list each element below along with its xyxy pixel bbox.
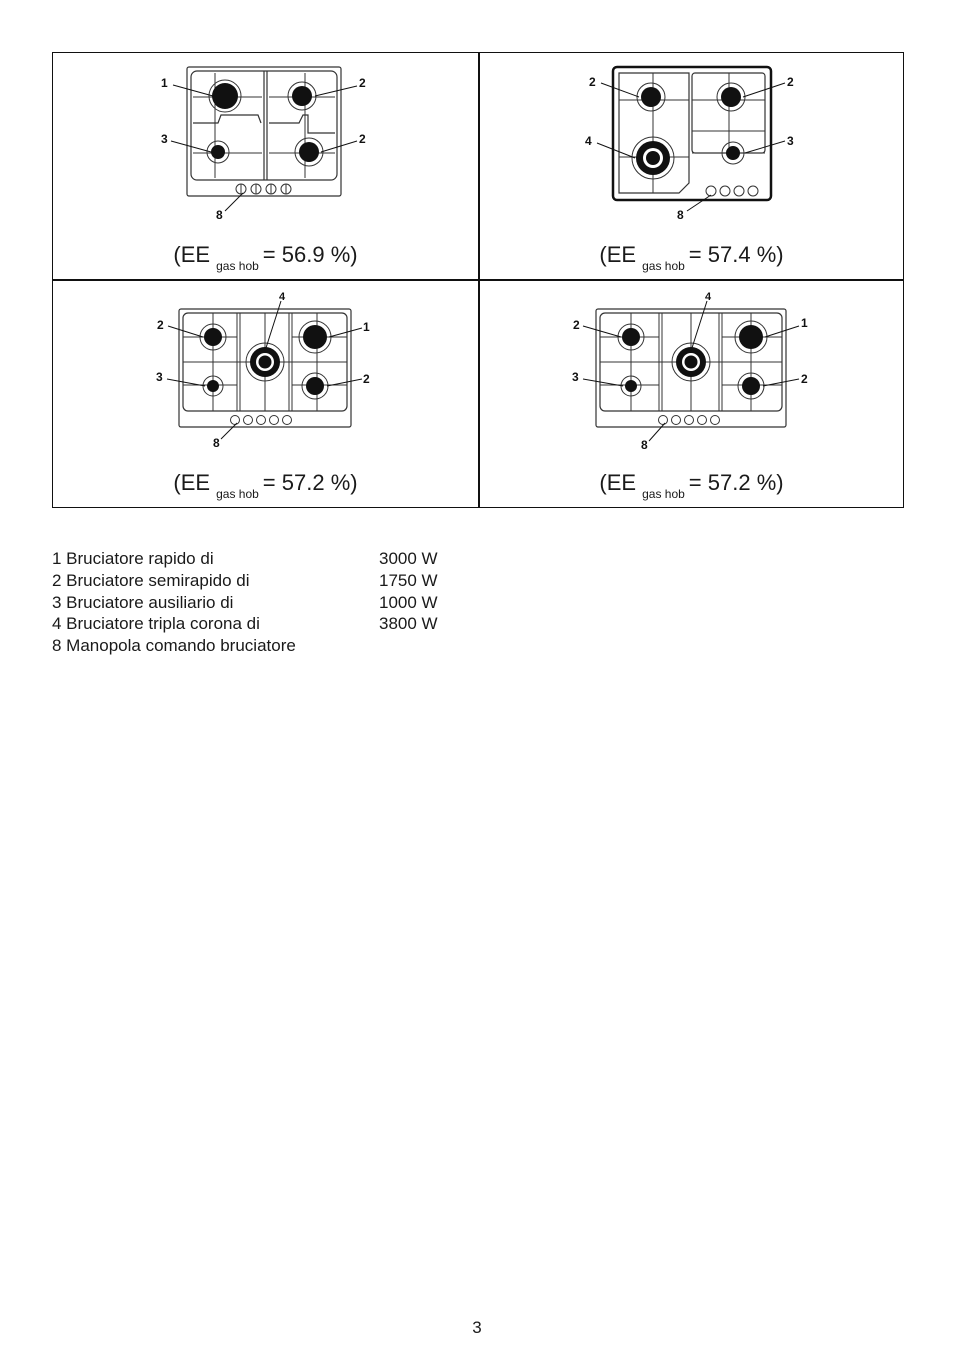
hob-diagram-4-burner-triple-crown [479, 53, 904, 279]
callout-label: 2 [359, 132, 366, 146]
legend-item [52, 592, 472, 614]
ee-value: = 56.9 %) [262, 242, 358, 267]
callout-label: 3 [572, 370, 579, 384]
legend-item [52, 613, 472, 635]
hob-diagram-grid [52, 52, 904, 508]
legend-value: 1000 W [379, 592, 438, 612]
callout-label: 3 [161, 132, 168, 146]
energy-efficiency-label [53, 470, 478, 501]
legend-label: 8 Manopola comando bruciatore [52, 636, 296, 656]
callout-label: 2 [801, 372, 808, 386]
callout-label: 2 [589, 75, 596, 89]
ee-prefix: (EE [173, 470, 211, 495]
ee-prefix: (EE [599, 470, 637, 495]
ee-prefix: (EE [599, 242, 637, 267]
ee-subscript: gas hob [642, 487, 685, 501]
callout-label: 2 [787, 75, 794, 89]
ee-subscript: gas hob [642, 259, 685, 273]
legend-item [52, 635, 472, 657]
ee-prefix: (EE [173, 242, 211, 267]
legend-value: 3800 W [379, 614, 438, 634]
callout-label: 2 [573, 318, 580, 332]
energy-efficiency-label [479, 470, 904, 501]
legend-value: 3000 W [379, 549, 438, 568]
callout-label: 2 [157, 318, 164, 332]
legend-item [52, 570, 472, 592]
callout-label: 1 [161, 76, 168, 90]
energy-efficiency-label [479, 242, 904, 273]
legend-label: 1 Bruciatore rapido di [52, 549, 214, 568]
callout-label: 1 [363, 320, 370, 334]
ee-value: = 57.4 %) [688, 242, 784, 267]
hob-diagram-5-burner-alt [479, 281, 904, 507]
ee-value: = 57.2 %) [688, 470, 784, 495]
callout-label: 2 [363, 372, 370, 386]
legend-label: 2 Bruciatore semirapido di [52, 570, 250, 590]
callout-label: 8 [641, 438, 648, 452]
callout-label: 8 [216, 208, 223, 222]
legend-item [52, 548, 472, 570]
legend-value: 1750 W [379, 570, 438, 590]
callout-label: 8 [677, 208, 684, 222]
page-number: 3 [472, 1318, 482, 1337]
callout-label: 8 [213, 436, 220, 450]
burner-legend [52, 548, 472, 657]
callout-label: 4 [585, 134, 592, 148]
ee-subscript: gas hob [216, 259, 259, 273]
energy-efficiency-label [53, 242, 478, 273]
legend-label: 4 Bruciatore tripla corona di [52, 614, 260, 634]
callout-label: 3 [787, 134, 794, 148]
callout-label: 1 [801, 316, 808, 330]
ee-value: = 57.2 %) [262, 470, 358, 495]
callout-label: 2 [359, 76, 366, 90]
hob-diagram-5-burner [53, 281, 478, 507]
callout-label: 4 [705, 291, 712, 303]
hob-diagram-4-burner [53, 53, 478, 279]
callout-label: 3 [156, 370, 163, 384]
ee-subscript: gas hob [216, 487, 259, 501]
legend-label: 3 Bruciatore ausiliario di [52, 592, 234, 612]
callout-label: 4 [279, 291, 286, 303]
